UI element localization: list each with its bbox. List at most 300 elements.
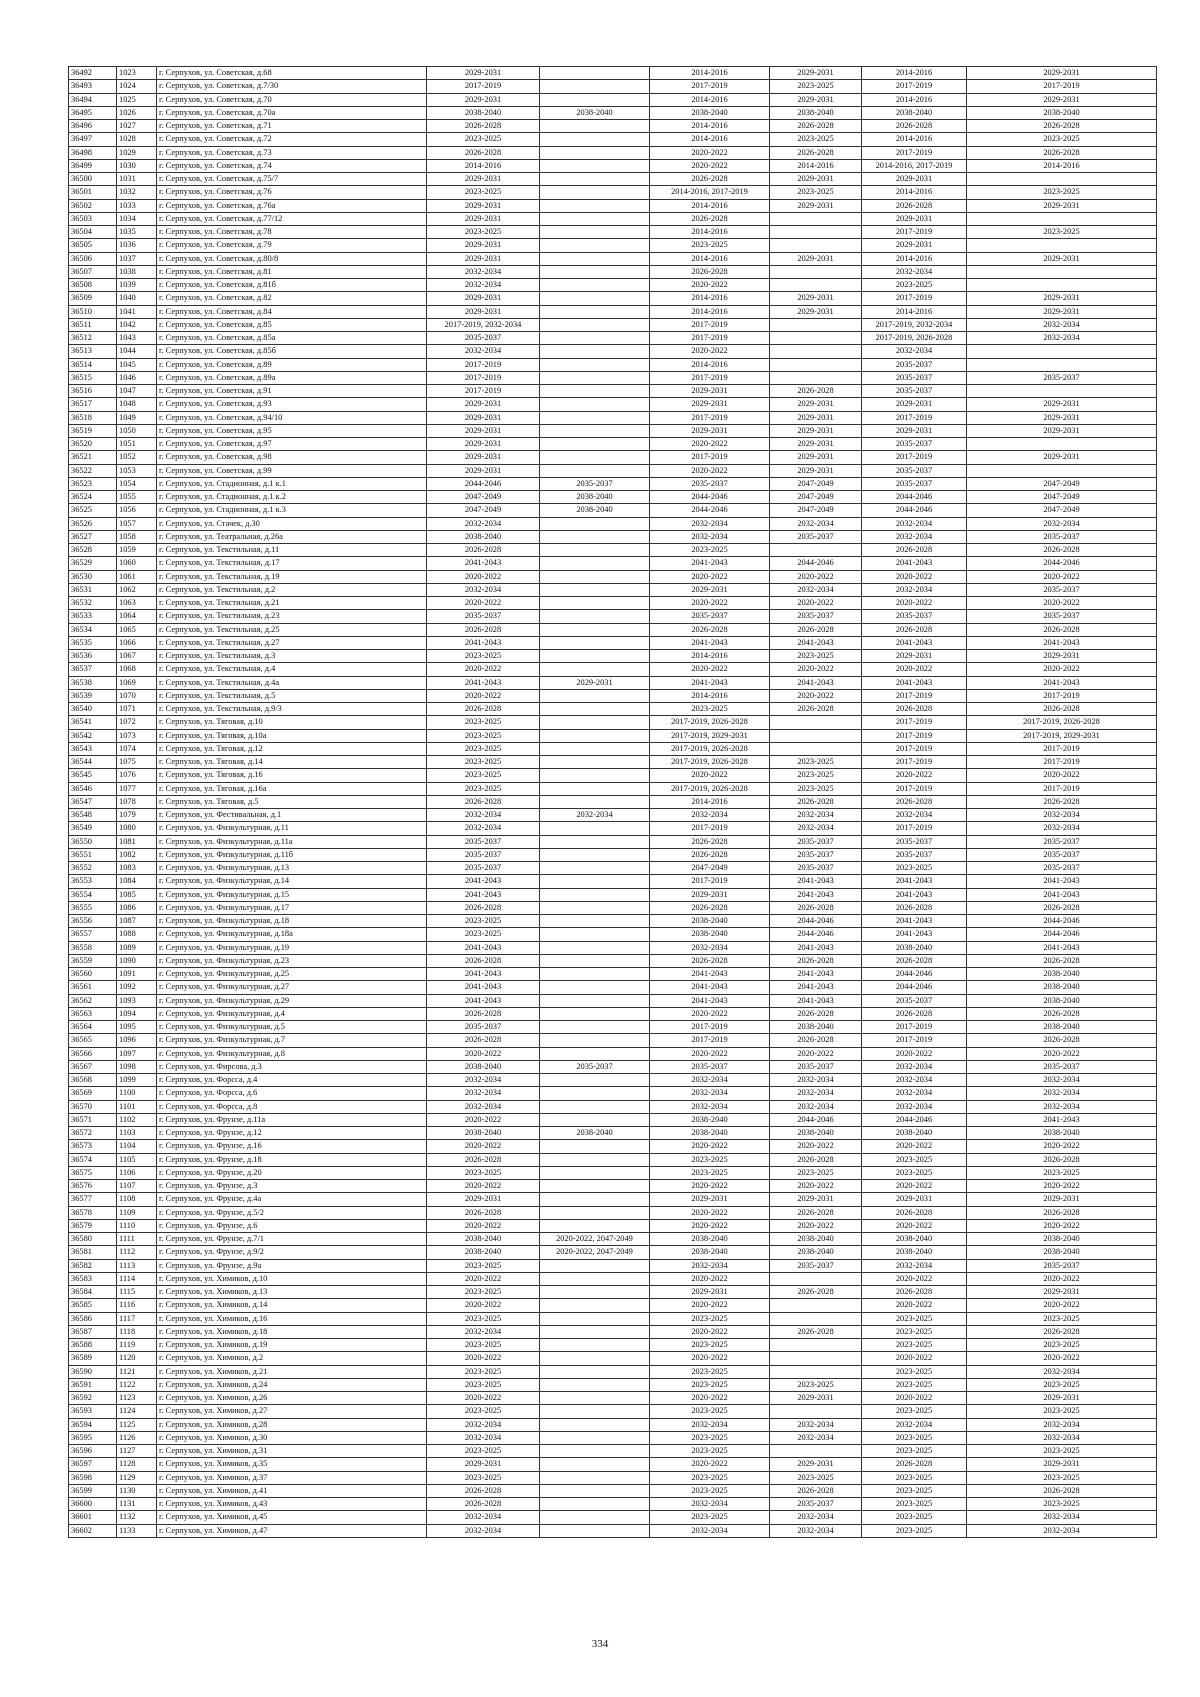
table-row (69, 689, 1157, 702)
table-cell: 36516 (69, 385, 117, 398)
table-cell: 2017-2019, 2026-2028 (650, 716, 770, 729)
table-row (69, 1087, 1157, 1100)
table-cell: 1084 (117, 875, 157, 888)
table-cell: 2026-2028 (967, 623, 1157, 636)
table-cell: 2026-2028 (770, 1286, 862, 1299)
table-cell: 2029-2031 (427, 93, 540, 106)
table-cell: 2038-2040 (650, 1127, 770, 1140)
table-cell: 1052 (117, 451, 157, 464)
table-cell: 2020-2022 (650, 1272, 770, 1285)
table-cell (770, 716, 862, 729)
table-cell: 2035-2037 (862, 848, 967, 861)
table-cell (540, 1140, 650, 1153)
table-cell: 2032-2034 (427, 1524, 540, 1537)
table-cell: 2017-2019 (862, 689, 967, 702)
table-cell: 2014-2016 (650, 689, 770, 702)
table-cell: 2017-2019, 2026-2028 (650, 782, 770, 795)
table-cell: 2032-2034 (650, 1087, 770, 1100)
table-cell: 2020-2022 (650, 345, 770, 358)
table-cell: 36581 (69, 1246, 117, 1259)
table-cell: г. Серпухов, ул. Физкультурная, д.11а (157, 835, 427, 848)
table-cell: 2029-2031 (862, 398, 967, 411)
table-cell: 2017-2019 (862, 226, 967, 239)
table-cell: 36576 (69, 1180, 117, 1193)
table-cell: 2029-2031 (650, 1193, 770, 1206)
table-cell: г. Серпухов, ул. Фестивальная, д.1 (157, 809, 427, 822)
table-cell: 1034 (117, 212, 157, 225)
table-cell: 2038-2040 (862, 106, 967, 119)
table-cell: 36504 (69, 226, 117, 239)
table-row (69, 398, 1157, 411)
table-cell: 2017-2019 (427, 358, 540, 371)
table-cell: 2029-2031 (770, 1458, 862, 1471)
table-cell (967, 385, 1157, 398)
table-cell: 2035-2037 (650, 1060, 770, 1073)
table-cell: 1106 (117, 1166, 157, 1179)
table-row (69, 212, 1157, 225)
table-cell: 36539 (69, 689, 117, 702)
table-cell: 2023-2025 (862, 1524, 967, 1537)
table-row (69, 954, 1157, 967)
table-cell: 1065 (117, 623, 157, 636)
table-cell: 1117 (117, 1312, 157, 1325)
table-cell: 2029-2031 (427, 292, 540, 305)
table-cell: 1118 (117, 1325, 157, 1338)
table-row (69, 729, 1157, 742)
table-cell: 2023-2025 (427, 1471, 540, 1484)
table-cell: 2029-2031 (650, 583, 770, 596)
table-cell (540, 530, 650, 543)
table-cell: 2035-2037 (862, 371, 967, 384)
table-cell (540, 1445, 650, 1458)
table-cell: 1051 (117, 438, 157, 451)
table-cell: 2014-2016 (650, 795, 770, 808)
table-cell: 2029-2031 (427, 464, 540, 477)
table-cell (540, 623, 650, 636)
table-cell (540, 1325, 650, 1338)
table-cell: 2035-2037 (967, 530, 1157, 543)
table-cell: 2044-2046 (770, 1113, 862, 1126)
table-cell (540, 782, 650, 795)
table-cell: 2035-2037 (650, 477, 770, 490)
table-cell: 2029-2031 (770, 424, 862, 437)
table-cell: 2017-2019 (862, 80, 967, 93)
table-cell: 2032-2034 (650, 517, 770, 530)
table-cell: 2029-2031 (770, 464, 862, 477)
table-cell (540, 1100, 650, 1113)
table-cell (770, 239, 862, 252)
table-row (69, 557, 1157, 570)
table-cell: 36583 (69, 1272, 117, 1285)
table-cell: г. Серпухов, ул. Физкультурная, д.15 (157, 888, 427, 901)
table-cell: 2017-2019 (862, 782, 967, 795)
table-row (69, 663, 1157, 676)
table-cell (770, 1339, 862, 1352)
table-cell: г. Серпухов, ул. Текстильная, д.5 (157, 689, 427, 702)
table-cell: 2032-2034 (770, 1524, 862, 1537)
table-cell: 1032 (117, 186, 157, 199)
table-cell: 36492 (69, 67, 117, 80)
table-cell: 2032-2034 (427, 1418, 540, 1431)
table-row (69, 530, 1157, 543)
table-cell: 36584 (69, 1286, 117, 1299)
table-cell: 2026-2028 (967, 954, 1157, 967)
table-row (69, 1418, 1157, 1431)
table-cell: 36554 (69, 888, 117, 901)
table-cell: 36561 (69, 981, 117, 994)
table-cell: 36600 (69, 1498, 117, 1511)
table-cell: 2026-2028 (862, 199, 967, 212)
table-cell: 1076 (117, 769, 157, 782)
table-cell: 2026-2028 (770, 146, 862, 159)
table-cell: г. Серпухов, ул. Текстильная, д.17 (157, 557, 427, 570)
table-cell (540, 1074, 650, 1087)
table-row (69, 332, 1157, 345)
table-cell: 2023-2025 (862, 1339, 967, 1352)
table-row (69, 875, 1157, 888)
table-cell (540, 583, 650, 596)
table-cell: 1062 (117, 583, 157, 596)
table-cell: 2020-2022 (427, 663, 540, 676)
table-cell: 2029-2031 (967, 1458, 1157, 1471)
table-cell: 2044-2046 (967, 928, 1157, 941)
table-cell: г. Серпухов, ул. Химиков, д.24 (157, 1378, 427, 1391)
table-cell: 2023-2025 (650, 1511, 770, 1524)
table-cell: 1077 (117, 782, 157, 795)
table-cell (770, 226, 862, 239)
table-row (69, 994, 1157, 1007)
table-cell: 2032-2034 (427, 279, 540, 292)
table-cell: 2026-2028 (770, 1034, 862, 1047)
table-cell: 2032-2034 (770, 822, 862, 835)
table-cell: 2020-2022 (650, 1180, 770, 1193)
table-cell: 36551 (69, 848, 117, 861)
table-cell: 36519 (69, 424, 117, 437)
table-cell: 2032-2034 (967, 332, 1157, 345)
table-cell: 2014-2016 (427, 159, 540, 172)
table-row (69, 1007, 1157, 1020)
table-cell: 2023-2025 (650, 703, 770, 716)
table-cell: г. Серпухов, ул. Химиков, д.35 (157, 1458, 427, 1471)
table-cell: 2035-2037 (862, 477, 967, 490)
table-row (69, 1325, 1157, 1338)
register-table-container (68, 66, 1156, 1538)
table-row (69, 305, 1157, 318)
table-cell: 2023-2025 (427, 1445, 540, 1458)
table-cell: 1125 (117, 1418, 157, 1431)
table-row (69, 1471, 1157, 1484)
table-cell: 2023-2025 (650, 1153, 770, 1166)
table-cell: 2023-2025 (427, 1339, 540, 1352)
table-cell: 36534 (69, 623, 117, 636)
table-cell: 2038-2040 (967, 1021, 1157, 1034)
table-cell: г. Серпухов, ул. Стадионная, д.1 к.2 (157, 491, 427, 504)
table-cell: 2029-2031 (967, 199, 1157, 212)
table-cell: 2035-2037 (862, 385, 967, 398)
table-cell: 1102 (117, 1113, 157, 1126)
table-cell (540, 1299, 650, 1312)
table-row (69, 1034, 1157, 1047)
table-cell: 1115 (117, 1286, 157, 1299)
table-cell: г. Серпухов, ул. Фрунзе, д.11а (157, 1113, 427, 1126)
table-row (69, 1524, 1157, 1537)
table-cell: 36591 (69, 1378, 117, 1391)
table-cell: г. Серпухов, ул. Химиков, д.31 (157, 1445, 427, 1458)
table-cell: 36533 (69, 610, 117, 623)
table-cell: 2044-2046 (967, 915, 1157, 928)
table-cell: 2026-2028 (427, 1034, 540, 1047)
table-cell: г. Серпухов, ул. Советская, д.75/7 (157, 173, 427, 186)
table-cell: 1109 (117, 1206, 157, 1219)
table-row (69, 252, 1157, 265)
table-cell: 2026-2028 (967, 1325, 1157, 1338)
table-cell (540, 1471, 650, 1484)
table-cell: 2026-2028 (770, 1007, 862, 1020)
table-cell (540, 1007, 650, 1020)
table-cell: 2029-2031 (427, 199, 540, 212)
table-cell: 2017-2019 (862, 146, 967, 159)
table-cell: 2032-2034 (967, 822, 1157, 835)
table-cell: 2023-2025 (967, 1445, 1157, 1458)
table-cell: 2044-2046 (862, 981, 967, 994)
table-cell: 36497 (69, 133, 117, 146)
table-row (69, 1140, 1157, 1153)
table-cell: 2032-2034 (770, 583, 862, 596)
table-cell: 2032-2034 (862, 1087, 967, 1100)
table-cell: 2038-2040 (770, 1127, 862, 1140)
table-cell: 1092 (117, 981, 157, 994)
table-cell: 2032-2034 (427, 345, 540, 358)
table-cell: 36577 (69, 1193, 117, 1206)
table-cell: г. Серпухов, ул. Текстильная, д.19 (157, 570, 427, 583)
table-cell: 2029-2031 (967, 252, 1157, 265)
table-cell (540, 941, 650, 954)
table-cell (540, 875, 650, 888)
table-cell: 2026-2028 (967, 1484, 1157, 1497)
table-cell: 2017-2019 (967, 742, 1157, 755)
table-cell (540, 279, 650, 292)
table-cell: 2023-2025 (862, 1405, 967, 1418)
table-cell: 2017-2019 (650, 1021, 770, 1034)
table-cell: 2029-2031 (967, 292, 1157, 305)
table-cell: 1081 (117, 835, 157, 848)
table-cell: 36602 (69, 1524, 117, 1537)
table-cell: 2017-2019 (862, 716, 967, 729)
table-cell: г. Серпухов, ул. Советская, д.70 (157, 93, 427, 106)
table-cell (540, 424, 650, 437)
table-cell: г. Серпухов, ул. Форсса, д.4 (157, 1074, 427, 1087)
table-cell: г. Серпухов, ул. Текстильная, д.27 (157, 636, 427, 649)
table-cell: 2020-2022, 2047-2049 (540, 1233, 650, 1246)
table-cell: г. Серпухов, ул. Советская, д.98 (157, 451, 427, 464)
table-cell: 2020-2022 (427, 1299, 540, 1312)
table-cell (540, 968, 650, 981)
table-cell (540, 332, 650, 345)
table-row (69, 835, 1157, 848)
table-cell: 1071 (117, 703, 157, 716)
table-cell (540, 371, 650, 384)
table-cell: 2032-2034 (967, 318, 1157, 331)
table-cell: 36553 (69, 875, 117, 888)
table-cell: 2041-2043 (862, 875, 967, 888)
table-cell: 2020-2022 (967, 1180, 1157, 1193)
table-cell: 36509 (69, 292, 117, 305)
table-cell: 2041-2043 (770, 676, 862, 689)
table-cell: 1086 (117, 901, 157, 914)
table-cell: 2020-2022 (650, 1047, 770, 1060)
table-row (69, 385, 1157, 398)
table-row (69, 80, 1157, 93)
table-cell (770, 1352, 862, 1365)
table-row (69, 1246, 1157, 1259)
table-cell: 2023-2025 (862, 1153, 967, 1166)
table-cell: 2014-2016 (650, 305, 770, 318)
table-row (69, 358, 1157, 371)
table-cell: 2023-2025 (862, 1471, 967, 1484)
table-cell: г. Серпухов, ул. Фрунзе, д.18 (157, 1153, 427, 1166)
table-cell: 2014-2016 (650, 199, 770, 212)
table-cell: 2032-2034 (770, 1100, 862, 1113)
table-row (69, 782, 1157, 795)
table-cell: 2014-2016 (650, 133, 770, 146)
table-cell: 2023-2025 (770, 769, 862, 782)
table-cell: 2023-2025 (770, 1166, 862, 1179)
table-cell: 2020-2022 (650, 438, 770, 451)
table-cell (770, 332, 862, 345)
table-cell: 1108 (117, 1193, 157, 1206)
table-cell: г. Серпухов, ул. Форсса, д.8 (157, 1100, 427, 1113)
table-cell: 36499 (69, 159, 117, 172)
table-cell: 36529 (69, 557, 117, 570)
table-cell: 36536 (69, 650, 117, 663)
table-cell: г. Серпухов, ул. Советская, д.7/30 (157, 80, 427, 93)
table-cell: 2020-2022 (967, 1140, 1157, 1153)
table-cell: 2014-2016 (650, 252, 770, 265)
table-cell: 2023-2025 (770, 186, 862, 199)
table-cell: 2026-2028 (770, 954, 862, 967)
table-cell: 2032-2034 (650, 1498, 770, 1511)
table-row (69, 862, 1157, 875)
table-cell: 2026-2028 (862, 120, 967, 133)
table-cell: 36503 (69, 212, 117, 225)
table-cell: 2032-2034 (862, 1418, 967, 1431)
table-cell (540, 1511, 650, 1524)
table-row (69, 1458, 1157, 1471)
table-cell: 2041-2043 (427, 981, 540, 994)
table-cell (770, 1312, 862, 1325)
table-cell: 2017-2019 (650, 371, 770, 384)
table-cell: 1025 (117, 93, 157, 106)
table-cell: 2032-2034 (427, 583, 540, 596)
table-cell: 1085 (117, 888, 157, 901)
table-cell: 1091 (117, 968, 157, 981)
table-cell (540, 994, 650, 1007)
table-cell: 2038-2040 (967, 1233, 1157, 1246)
table-cell: 2020-2022 (967, 1219, 1157, 1232)
table-cell: 2020-2022 (862, 570, 967, 583)
table-cell: 2023-2025 (650, 1312, 770, 1325)
table-cell (540, 663, 650, 676)
table-row (69, 928, 1157, 941)
table-row (69, 371, 1157, 384)
table-cell: 2020-2022 (770, 663, 862, 676)
table-row (69, 1405, 1157, 1418)
table-cell: 2017-2019 (862, 756, 967, 769)
table-cell: 2029-2031 (967, 451, 1157, 464)
table-cell (540, 769, 650, 782)
table-cell: 36574 (69, 1153, 117, 1166)
table-cell: 2029-2031 (427, 438, 540, 451)
table-cell: 2029-2031 (770, 173, 862, 186)
table-cell: 1129 (117, 1471, 157, 1484)
table-cell: 36496 (69, 120, 117, 133)
table-cell: 2035-2037 (427, 610, 540, 623)
table-row (69, 265, 1157, 278)
table-cell: 2032-2034 (770, 517, 862, 530)
table-cell: 36590 (69, 1365, 117, 1378)
table-cell (540, 901, 650, 914)
table-cell (540, 464, 650, 477)
table-cell: 2023-2025 (427, 769, 540, 782)
table-row (69, 424, 1157, 437)
table-cell: 2020-2022 (862, 1047, 967, 1060)
table-cell: 1033 (117, 199, 157, 212)
table-cell: 2038-2040 (770, 1246, 862, 1259)
table-cell: 2038-2040 (770, 106, 862, 119)
table-cell: 2026-2028 (427, 146, 540, 159)
table-cell: 2038-2040 (967, 1127, 1157, 1140)
table-cell: 1078 (117, 795, 157, 808)
table-cell: 2029-2031 (650, 888, 770, 901)
table-cell: 2029-2031 (862, 650, 967, 663)
table-cell: г. Серпухов, ул. Советская, д.81б (157, 279, 427, 292)
table-cell: 2041-2043 (650, 636, 770, 649)
table-cell: 1116 (117, 1299, 157, 1312)
table-cell: 2029-2031 (862, 173, 967, 186)
table-cell (540, 173, 650, 186)
table-cell (770, 371, 862, 384)
table-cell: 2038-2040 (967, 106, 1157, 119)
table-cell: 2035-2037 (770, 848, 862, 861)
table-cell: 2023-2025 (862, 279, 967, 292)
table-cell: 2020-2022 (427, 1180, 540, 1193)
table-cell: 2017-2019, 2029-2031 (967, 729, 1157, 742)
table-cell: 2038-2040 (862, 1246, 967, 1259)
table-cell: 2047-2049 (770, 504, 862, 517)
table-cell: 2020-2022 (650, 1140, 770, 1153)
table-cell (770, 1365, 862, 1378)
table-cell (770, 318, 862, 331)
table-cell (540, 385, 650, 398)
table-cell: 2020-2022 (770, 570, 862, 583)
table-cell: 1039 (117, 279, 157, 292)
table-cell: 2026-2028 (650, 623, 770, 636)
table-cell: 2041-2043 (650, 981, 770, 994)
table-cell: 2020-2022 (770, 1180, 862, 1193)
table-cell: 2017-2019 (427, 80, 540, 93)
table-cell: 36510 (69, 305, 117, 318)
table-cell: 2047-2049 (967, 491, 1157, 504)
table-cell: 2020-2022 (967, 597, 1157, 610)
table-cell: 2038-2040 (650, 928, 770, 941)
table-cell: 2041-2043 (862, 636, 967, 649)
table-cell: г. Серпухов, ул. Тяговая, д.10 (157, 716, 427, 729)
table-cell: 2041-2043 (967, 1113, 1157, 1126)
table-row (69, 597, 1157, 610)
table-cell: 2047-2049 (650, 862, 770, 875)
table-cell: 36550 (69, 835, 117, 848)
table-cell: 2020-2022 (650, 1325, 770, 1338)
